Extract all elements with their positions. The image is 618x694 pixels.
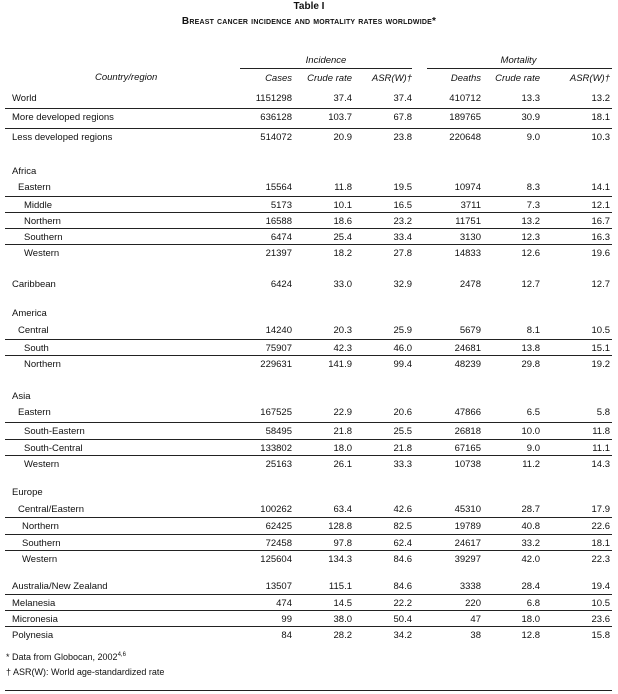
- table-cell: 5.8: [596, 407, 610, 418]
- table-cell: 128.8: [328, 521, 352, 532]
- table-cell: 474: [276, 598, 292, 609]
- table-cell: 20.3: [333, 325, 352, 336]
- table-cell: 16588: [265, 216, 292, 227]
- table-cell: 25.9: [393, 325, 412, 336]
- table-cell: 67.8: [393, 112, 412, 123]
- table-cell: 5173: [270, 200, 292, 211]
- table-cell: 19.4: [591, 581, 610, 592]
- table-cell: 18.1: [591, 112, 610, 123]
- table-cell: 21.8: [393, 443, 412, 454]
- table-cell: 46.0: [393, 343, 412, 354]
- row-label: Northern: [24, 359, 61, 370]
- table-cell: 12.8: [521, 630, 540, 641]
- table-cell: 22.2: [393, 598, 412, 609]
- table-cell: 10.0: [521, 426, 540, 437]
- table-cell: 133802: [260, 443, 292, 454]
- footnote-source: [6, 652, 126, 662]
- table-cell: 19.5: [393, 182, 412, 193]
- table-cell: 27.8: [393, 248, 412, 259]
- table-cell: 12.7: [521, 279, 540, 290]
- table-cell: 63.4: [333, 504, 352, 515]
- row-divider: [5, 108, 612, 109]
- row-label: Central: [18, 325, 49, 336]
- row-label: Middle: [24, 200, 52, 211]
- table-cell: 19.2: [591, 359, 610, 370]
- table-cell: 10738: [454, 459, 481, 470]
- row-label: Central/Eastern: [18, 504, 85, 515]
- bottom-rule: [5, 690, 612, 691]
- table-cell: 11751: [455, 216, 481, 227]
- table-cell: 30.9: [521, 112, 540, 123]
- table-cell: 141.9: [328, 359, 352, 370]
- table-cell: 6.8: [526, 598, 540, 609]
- row-label: Polynesia: [12, 630, 54, 641]
- table-cell: 8.3: [526, 182, 540, 193]
- table-cell: 25163: [265, 459, 292, 470]
- table-cell: 13.8: [521, 343, 540, 354]
- table-cell: 97.8: [333, 538, 352, 549]
- row-divider: [5, 128, 612, 129]
- table-cell: 189765: [449, 112, 481, 123]
- row-label: America: [12, 308, 47, 319]
- row-divider: [5, 455, 612, 456]
- row-divider: [5, 228, 612, 229]
- table-cell: 5679: [459, 325, 481, 336]
- table-cell: 14.1: [591, 182, 610, 193]
- table-cell: 47866: [454, 407, 481, 418]
- table-cell: 33.4: [393, 232, 412, 243]
- table-cell: 6.5: [526, 407, 540, 418]
- table-cell: 18.1: [591, 538, 610, 549]
- table-cell: 22.9: [333, 407, 352, 418]
- table-cell: 33.3: [393, 459, 412, 470]
- table-cell: 220648: [449, 132, 481, 143]
- table-cell: 84.6: [393, 554, 412, 565]
- table-cell: 39297: [454, 554, 481, 565]
- row-divider: [5, 422, 612, 423]
- table-cell: 26818: [454, 426, 481, 437]
- table-cell: 45310: [454, 504, 481, 515]
- table-cell: 23.8: [393, 132, 412, 143]
- table-title: Breast cancer incidence and mortality rates worldwide*: [181, 16, 437, 27]
- table-cell: 82.5: [393, 521, 412, 532]
- table-cell: 42.0: [521, 554, 540, 565]
- table-cell: 1151298: [255, 93, 292, 104]
- column-header: Crude rate: [307, 73, 352, 84]
- table-cell: 12.6: [521, 248, 540, 259]
- row-divider: [5, 439, 612, 440]
- row-label: Eastern: [18, 407, 51, 418]
- table-cell: 26.1: [333, 459, 352, 470]
- table-cell: 75907: [265, 343, 292, 354]
- table-cell: 13507: [265, 581, 292, 592]
- row-divider: [5, 626, 612, 627]
- row-label: Africa: [12, 166, 37, 177]
- table-cell: 38: [470, 630, 481, 641]
- table-cell: 17.9: [591, 504, 610, 515]
- table-cell: 62.4: [393, 538, 412, 549]
- group-header-mortality: Mortality: [500, 55, 537, 66]
- table-cell: 10.3: [591, 132, 610, 143]
- incidence-rule: [240, 68, 412, 69]
- table-cell: 40.8: [521, 521, 540, 532]
- table-cell: 15564: [265, 182, 292, 193]
- row-divider: [5, 244, 612, 245]
- table-cell: 42.6: [393, 504, 412, 515]
- column-header: Cases: [265, 73, 292, 84]
- row-label: Caribbean: [12, 279, 56, 290]
- table-cell: 67165: [454, 443, 481, 454]
- table-cell: 14.5: [333, 598, 352, 609]
- table-cell: 34.2: [393, 630, 412, 641]
- row-divider: [5, 196, 612, 197]
- row-divider: [5, 610, 612, 611]
- table-cell: 50.4: [393, 614, 412, 625]
- table-cell: 9.0: [526, 132, 540, 143]
- table-cell: 3130: [459, 232, 481, 243]
- table-cell: 16.7: [591, 216, 610, 227]
- table-cell: 115.1: [328, 581, 352, 592]
- table-cell: 13.3: [521, 93, 540, 104]
- table-cell: 100262: [260, 504, 292, 515]
- table-number: Table I: [293, 1, 325, 12]
- table-cell: 99: [281, 614, 292, 625]
- table-cell: 22.3: [591, 554, 610, 565]
- table-cell: 20.6: [393, 407, 412, 418]
- table-cell: 84.6: [393, 581, 412, 592]
- row-label: Northern: [22, 521, 59, 532]
- table-cell: 13.2: [521, 216, 540, 227]
- table-cell: 18.0: [521, 614, 540, 625]
- table-cell: 18.0: [333, 443, 352, 454]
- row-divider: [5, 355, 612, 356]
- table-cell: 167525: [260, 407, 292, 418]
- table-cell: 24681: [454, 343, 481, 354]
- footnote-source-text: * Data from Globocan, 2002: [6, 652, 118, 662]
- row-label: Northern: [24, 216, 61, 227]
- column-header: Deaths: [450, 73, 481, 84]
- row-label: Southern: [24, 232, 63, 243]
- column-header: ASR(W)†: [371, 73, 412, 84]
- row-label: Melanesia: [12, 598, 56, 609]
- table-cell: 33.0: [333, 279, 352, 290]
- table-cell: 12.1: [591, 200, 610, 211]
- table-cell: 16.3: [591, 232, 610, 243]
- table-cell: 7.3: [526, 200, 540, 211]
- row-divider: [5, 212, 612, 213]
- row-header: Country/region: [95, 72, 158, 83]
- column-header: ASR(W)†: [569, 73, 610, 84]
- table-cell: 10.5: [591, 598, 610, 609]
- mortality-rule: [427, 68, 612, 69]
- table-cell: 22.6: [591, 521, 610, 532]
- table-cell: 12.3: [521, 232, 540, 243]
- table-cell: 9.0: [526, 443, 540, 454]
- row-label: Australia/New Zealand: [12, 581, 108, 592]
- table-cell: 6474: [270, 232, 292, 243]
- row-label: Less developed regions: [12, 132, 113, 143]
- table-cell: 11.1: [592, 443, 610, 454]
- table-cell: 14240: [265, 325, 292, 336]
- table-cell: 28.7: [521, 504, 540, 515]
- table-cell: 125604: [260, 554, 292, 565]
- table-cell: 25.4: [333, 232, 352, 243]
- table-cell: 99.4: [393, 359, 412, 370]
- row-label: World: [12, 93, 37, 104]
- row-label: Eastern: [18, 182, 51, 193]
- table-cell: 134.3: [328, 554, 352, 565]
- table-cell: 32.9: [393, 279, 412, 290]
- table-cell: 23.6: [591, 614, 610, 625]
- table-cell: 37.4: [333, 93, 352, 104]
- table-cell: 23.2: [393, 216, 412, 227]
- table-cell: 19.6: [591, 248, 610, 259]
- table-cell: 11.2: [522, 459, 540, 470]
- table-cell: 28.4: [521, 581, 540, 592]
- table-cell: 16.5: [393, 200, 412, 211]
- table-cell: 25.5: [393, 426, 412, 437]
- table-cell: 48239: [454, 359, 481, 370]
- table-cell: 47: [470, 614, 481, 625]
- table-cell: 21.8: [333, 426, 352, 437]
- table-cell: 33.2: [521, 538, 540, 549]
- table-cell: 19789: [454, 521, 481, 532]
- row-divider: [5, 550, 612, 551]
- table-cell: 24617: [454, 538, 481, 549]
- row-label: Western: [24, 248, 60, 259]
- table-cell: 18.6: [333, 216, 352, 227]
- table-cell: 3711: [460, 200, 481, 211]
- table-cell: 13.2: [591, 93, 610, 104]
- table-cell: 6424: [270, 279, 292, 290]
- table-cell: 8.1: [526, 325, 540, 336]
- table-cell: 2478: [459, 279, 481, 290]
- column-header: Crude rate: [495, 73, 540, 84]
- row-label: Asia: [12, 391, 31, 402]
- row-divider: [5, 517, 612, 518]
- table-cell: 21397: [265, 248, 292, 259]
- group-header-incidence: Incidence: [305, 55, 347, 66]
- table-cell: 11.8: [334, 182, 352, 193]
- table-cell: 20.9: [333, 132, 352, 143]
- table-cell: 37.4: [393, 93, 412, 104]
- row-divider: [5, 534, 612, 535]
- table-cell: 18.2: [333, 248, 352, 259]
- table-cell: 38.0: [333, 614, 352, 625]
- table-cell: 15.8: [591, 630, 610, 641]
- table-cell: 14.3: [591, 459, 610, 470]
- row-label: Europe: [12, 487, 43, 498]
- table-cell: 62425: [265, 521, 292, 532]
- row-label: South-Eastern: [24, 426, 85, 437]
- table-cell: 220: [465, 598, 481, 609]
- table-cell: 28.2: [333, 630, 352, 641]
- row-label: Southern: [22, 538, 61, 549]
- table-cell: 58495: [265, 426, 292, 437]
- table-cell: 10.5: [591, 325, 610, 336]
- table-cell: 84: [281, 630, 292, 641]
- table-cell: 15.1: [591, 343, 610, 354]
- table-cell: 229631: [260, 359, 292, 370]
- row-label: More developed regions: [12, 112, 114, 123]
- table-cell: 10.1: [333, 200, 352, 211]
- table-cell: 514072: [260, 132, 292, 143]
- footnote-ref: 4,6: [117, 652, 126, 658]
- table-cell: 12.7: [591, 279, 610, 290]
- table-cell: 636128: [260, 112, 292, 123]
- row-label: Micronesia: [12, 614, 58, 625]
- row-label: South-Central: [24, 443, 83, 454]
- table-cell: 11.8: [592, 426, 610, 437]
- table-cell: 3338: [459, 581, 481, 592]
- row-divider: [5, 594, 612, 595]
- table-cell: 103.7: [328, 112, 352, 123]
- table-cell: 42.3: [333, 343, 352, 354]
- table-cell: 29.8: [521, 359, 540, 370]
- row-divider: [5, 339, 612, 340]
- row-label: South: [24, 343, 49, 354]
- table-cell: 14833: [454, 248, 481, 259]
- row-label: Western: [22, 554, 58, 565]
- table-cell: 410712: [449, 93, 481, 104]
- row-label: Western: [24, 459, 60, 470]
- table-cell: 10974: [454, 182, 481, 193]
- table-cell: 72458: [265, 538, 292, 549]
- footnote-asr: † ASR(W): World age-standardized rate: [6, 667, 165, 677]
